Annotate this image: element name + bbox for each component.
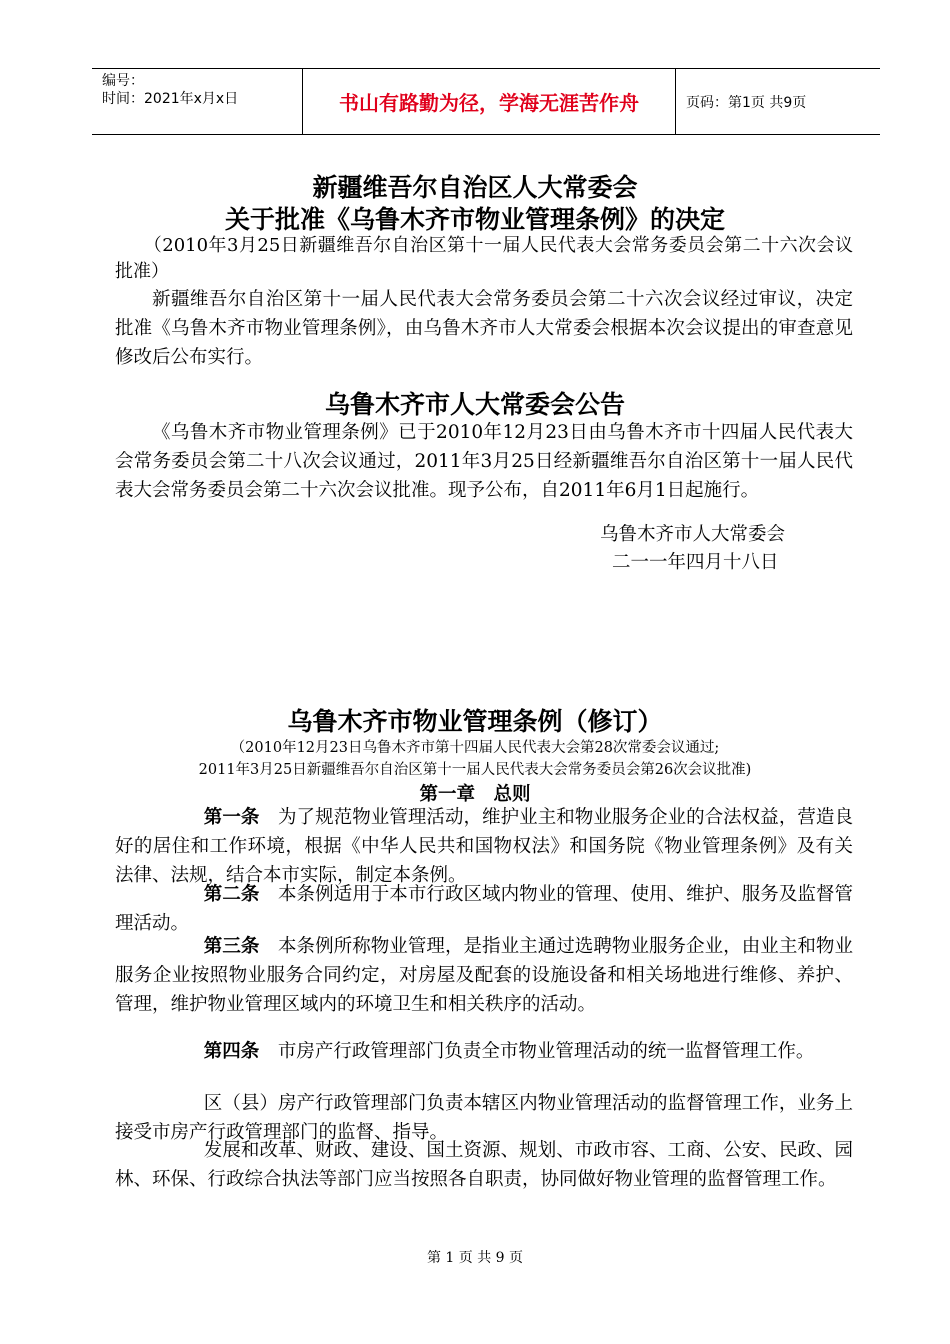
article-4	[115, 1037, 853, 1066]
decision-note: （2010年3月25日新疆维吾尔自治区第十一届人民代表大会常务委员会第二十六次会议批准）	[115, 235, 853, 282]
regulation-note-line2: 2011年3月25日新疆维吾尔自治区第十一届人民代表大会常务委员会第26次会议批准)	[198, 762, 752, 778]
announcement-body: 《乌鲁木齐市物业管理条例》已于2010年12月23日由乌鲁木齐市十四届人民代表大会常务委员会第二十八次会议通过，2011年3月25日经新疆维吾尔自治区第十一届人民代表大会常务委员会第二十六次会议批准。现予公布，自2011年6月1日起施行。	[115, 422, 853, 501]
decision-title-line1: 新疆维吾尔自治区人大常委会	[312, 173, 638, 202]
article-label: 第二条	[203, 884, 260, 905]
regulation-note-line1: （2010年12月23日乌鲁木齐市第十四届人民代表大会第28次常委会议通过;	[230, 740, 720, 756]
article-1	[115, 803, 853, 890]
article-label: 第四条	[203, 1041, 260, 1062]
page-footer: 第 1 页 共 9 页	[426, 1250, 524, 1266]
serial-label: 编号：	[102, 73, 144, 89]
article-text: 为了规范物业管理活动，维护业主和物业服务企业的合法权益，营造良好的居住和工作环境，根据《中华人民共和国物权法》和国务院《物业管理条例》及有关法律、法规，结合本市实际，制定本条例。	[115, 807, 853, 886]
article-label: 第一条	[203, 807, 260, 828]
article-text: 本条例适用于本市行政区域内物业的管理、使用、维护、服务及监督管理活动。	[115, 884, 853, 934]
article-text: 市房产行政管理部门负责全市物业管理活动的统一监督管理工作。	[259, 1041, 815, 1062]
regulation-title: 乌鲁木齐市物业管理条例（修订）	[287, 707, 663, 736]
announcement-title: 乌鲁木齐市人大常委会公告	[324, 390, 625, 419]
article-4-para-2: 区（县）房产行政管理部门负责本辖区内物业管理活动的监督管理工作，业务上接受市房产行政管理部门的监督、指导。	[115, 1093, 853, 1143]
decision-body: 新疆维吾尔自治区第十一届人民代表大会常务委员会第二十六次会议经过审议，决定批准《乌鲁木齐市物业管理条例》，由乌鲁木齐市人大常委会根据本次会议提出的审查意见修改后公布实行。	[115, 289, 853, 368]
header-left-cell	[92, 69, 303, 135]
page-label: 页码：第1页 共9页	[676, 69, 881, 135]
time-label: 时间：2021年x月x日	[102, 91, 239, 107]
signature-date: 二一一年四月十八日	[612, 552, 779, 573]
article-label: 第三条	[203, 936, 260, 957]
article-2	[115, 880, 853, 938]
decision-title-line2: 关于批准《乌鲁木齐市物业管理条例》的决定	[224, 205, 725, 234]
header-table	[92, 68, 880, 135]
motto: 书山有路勤为径，学海无涯苦作舟	[303, 69, 676, 135]
article-4-para-3: 发展和改革、财政、建设、国土资源、规划、市政市容、工商、公安、民政、园林、环保、行政综合执法等部门应当按照各自职责，协同做好物业管理的监督管理工作。	[115, 1140, 853, 1190]
signature-org: 乌鲁木齐市人大常委会	[600, 524, 786, 545]
article-text: 本条例所称物业管理，是指业主通过选聘物业服务企业，由业主和物业服务企业按照物业服务合同约定，对房屋及配套的设施设备和相关场地进行维修、养护、管理，维护物业管理区域内的环境卫生和相关秩序的活动。	[115, 936, 853, 1015]
article-3	[115, 932, 853, 1019]
chapter-heading: 第一章 总则	[419, 784, 531, 805]
regulation-note	[0, 737, 950, 781]
